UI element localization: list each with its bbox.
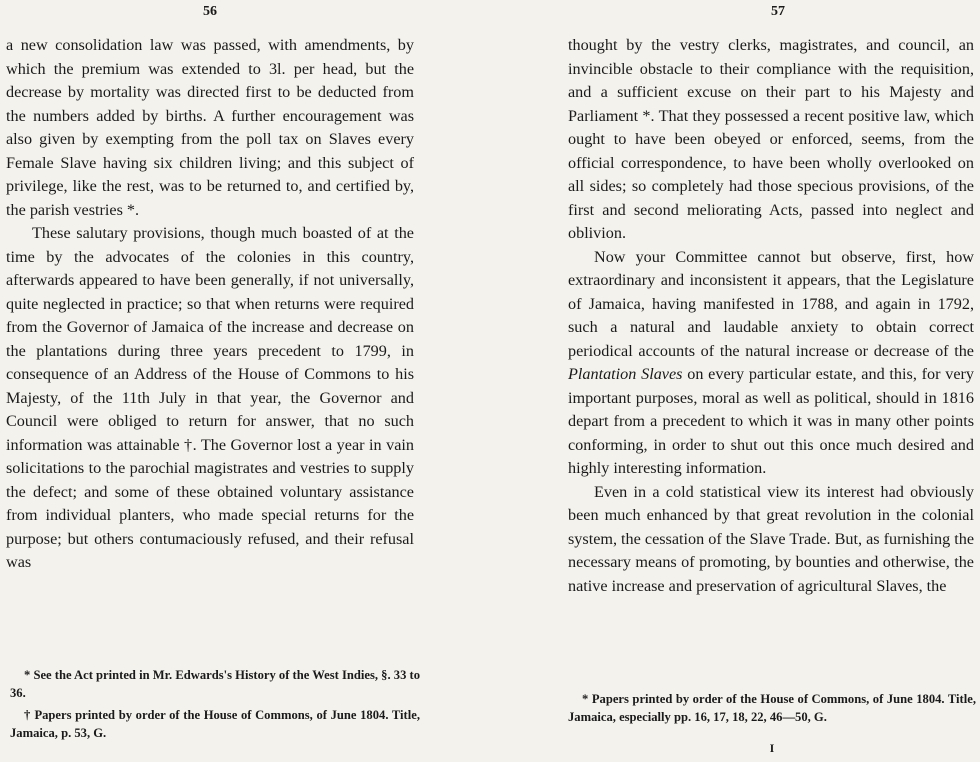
- right-paragraph-1: thought by the vestry clerks, magistrates, and council, an invincible obstacle to their compliance with the requisition, and a sufficient excuse on their part to his Majesty and Parliament *. That they possessed a recent positive law, which ought to have been obeyed or enforced, seems, from the official correspondence, to have been wholly overlooked on all sides; so completely had those specious provisions, of the first and second meliorating Acts, passed into neglect and oblivion.: [568, 36, 974, 242]
- left-paragraph-1: a new consolidation law was passed, with amendments, by which the premium was extended to 3l. per head, but the decrease by mortality was directed first to be deducted from the numbers added by births. A further encouragement was also given by exempting from the poll tax on Slaves every Female Slave having six children living; and this subject of privilege, like the rest, was to be returned to, and certified by, the parish vestries *.: [6, 36, 414, 219]
- left-footnote-1: * See the Act printed in Mr. Edwards's History of the West Indies, §. 33 to 36.: [10, 668, 421, 700]
- right-paragraph-2-end: on every particular estate, and this, for very important purposes, moral as well as political, should in 1816 depart from a precedent to which it was in many other points conforming, in order to shut out this once much desired and highly interesting information.: [568, 365, 975, 477]
- italic-plantation-slaves: Plantation Slaves: [568, 365, 683, 383]
- page-number-left: 56: [203, 4, 217, 19]
- page-number-right: 57: [771, 4, 785, 19]
- right-page: [490, 0, 980, 762]
- left-paragraph-2: These salutary provisions, though much boasted of at the time by the advocates of the colonies in this country, afterwards appeared to have been generally, if not universally, quite neglected in practice; so that when returns were required from the Governor of Jamaica of the increase and decrease on the plantations during three years precedent to 1799, in consequence of an Address of the House of Commons to his Majesty, of the 11th July in that year, the Governor and Council were obliged to return for answer, that no such information was attainable †. The Governor lost a year in vain solicitations to the parochial magistrates and vestries to supply the defect; and some of these obtained voluntary assistance from individual planters, who made special returns for the purpose; but others contumaciously refused, and their refusal was: [6, 224, 414, 571]
- left-footnotes: [10, 666, 420, 746]
- right-footnotes: [568, 690, 976, 730]
- left-body-text: [6, 34, 414, 575]
- right-paragraph-2: [568, 246, 974, 481]
- right-paragraph-3: Even in a cold statistical view its interest had obviously been much enhanced by that great revolution in the colonial system, the cessation of the Slave Trade. But, as furnishing the necessary means of promoting, by bounties and otherwise, the native increase and preservation of agricultural Slaves, the: [568, 482, 974, 595]
- signature-mark: I: [769, 741, 775, 755]
- right-paragraph-2-start: Now your Committee cannot but observe, first, how extraordinary and inconsistent it appears, that the Legislature of Jamaica, having manifested in 1788, and again in 1792, such a natural and laudable anxiety to obtain correct periodical accounts of the natural increase or decrease of the: [568, 247, 974, 360]
- right-body-text: [568, 34, 974, 598]
- left-footnote-2: † Papers printed by order of the House of Commons, of June 1804. Title, Jamaica, p. 53, G.: [10, 708, 420, 740]
- right-footnote-1: * Papers printed by order of the House of Commons, of June 1804. Title, Jamaica, especially pp. 16, 17, 18, 22, 46—50, G.: [568, 692, 976, 724]
